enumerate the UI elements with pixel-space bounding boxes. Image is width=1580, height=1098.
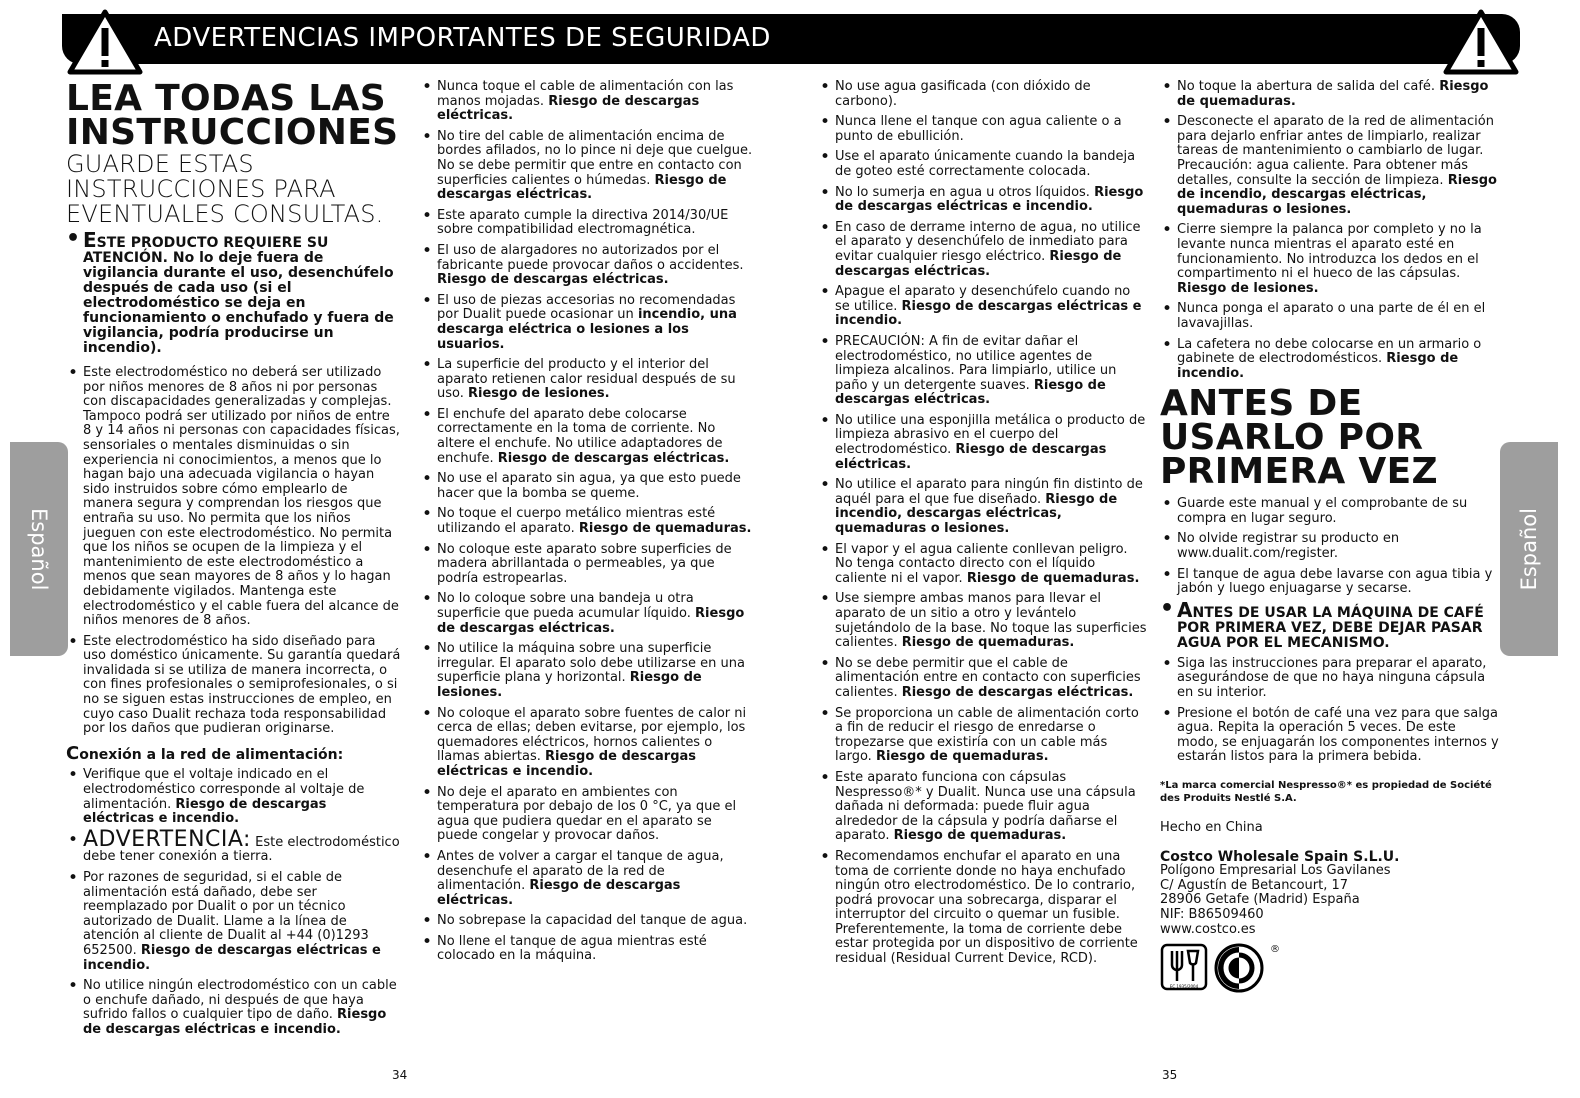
risk-text: Riesgo de descargas eléctricas e incendio. — [83, 1007, 387, 1037]
risk-text: Riesgo de quemaduras. — [875, 749, 1049, 765]
list-item — [1160, 115, 1500, 217]
page-subtitle: GUARDE ESTAS INSTRUCCIONES PARA EVENTUALES CONSULTAS. — [66, 150, 384, 228]
item-text: Use el aparato únicamente cuando la bandeja de goteo esté correctamente colocada. — [835, 149, 1136, 179]
item-text: No toque el cuerpo metálico mientras esté utilizando el aparato. — [437, 506, 716, 537]
connection-list — [66, 768, 401, 1037]
list-item — [420, 80, 755, 124]
section-heading — [66, 742, 401, 764]
list-item — [420, 592, 755, 636]
item-text: El tanque de agua debe lavarse con agua tibia y jabón y luego enjuagarse y secarse. — [1177, 566, 1493, 597]
risk-text: Riesgo de lesiones. — [468, 386, 610, 402]
heading-initial: C — [66, 742, 80, 764]
risk-text: Riesgo de descargas eléctricas. — [437, 93, 700, 124]
item-text: Este aparato cumple la directiva 2014/30/UE sobre compatibilidad electromagnética. — [437, 207, 729, 238]
list-item — [818, 115, 1148, 144]
list-item — [66, 366, 401, 629]
first-use-list — [1160, 497, 1500, 597]
item-text: No toque la abertura de salida del café. — [1177, 79, 1436, 94]
list-item — [420, 935, 755, 964]
list-item — [420, 209, 755, 238]
item-text: Guarde este manual y el comprobante de su compra en lugar seguro. — [1177, 496, 1468, 526]
address-line: www.costco.es — [1160, 921, 1256, 937]
risk-text: Riesgo de quemaduras. — [1177, 79, 1489, 109]
attention-callout — [66, 228, 401, 356]
page-number-right: 35 — [1162, 1068, 1178, 1082]
risk-text: Riesgo de descargas eléctricas. — [835, 248, 1122, 279]
section-title: ANTES DE USARLO POR PRIMERA VEZ — [1160, 383, 1438, 493]
list-item — [818, 150, 1148, 179]
list-item — [66, 768, 401, 826]
item-text: El uso de piezas accesorias no recomendadas por Dualit puede ocasionar un — [437, 292, 736, 323]
warnings-list — [818, 80, 1148, 967]
list-item — [1160, 532, 1500, 561]
risk-text: Riesgo de incendio, descargas eléctricas, quemaduras o lesiones. — [835, 491, 1118, 537]
list-item — [818, 657, 1148, 701]
risk-text: Riesgo de descargas eléctricas. — [437, 272, 669, 288]
item-text: Este aparato funciona con cápsulas Nespresso®* y Dualit. Nunca use una cápsula dañada ni deformada: puede fluir agua alrededor de la cápsula y podría dañarse el aparato. — [835, 769, 1136, 844]
list-item — [420, 130, 755, 203]
list-item — [420, 244, 755, 288]
food-contact-icon — [1160, 943, 1208, 991]
callout-text: NTES DE USAR LA MÁQUINA DE CAFÉ POR PRIMERA VEZ, DEBE DEJAR PASAR AGUA POR EL MECANISMO. — [1177, 604, 1484, 651]
list-item — [420, 707, 755, 780]
risk-text: Riesgo de descargas eléctricas e incendio. — [83, 796, 327, 827]
item-text: En caso de derrame interno de agua, no utilice el aparato y desenchúfelo de inmediato para evitar cualquier riesgo eléctrico. — [835, 219, 1141, 264]
risk-text: Riesgo de descargas eléctricas. — [497, 450, 730, 466]
item-text: Este electrodoméstico no deberá ser utilizado por niños menores de 8 años ni por personas con discapacidades generalizadas y complejas. Tampoco podrá ser utilizado por niños de entre 8 y 14 años ni personas con capacidades físicas, sensoriales o mentales disminuidas o sin experiencia ni conocimientos, a menos que lo hagan bajo una adecuada vigilancia o hayan sido instruidos sobre cómo emplearlo de manera segura y comprendan los riesgos que entraña su uso. No permita que los niños jueguen con este electrodoméstico. No permita que los niños se ocupen de la limpieza y el mantenimiento de este electrodoméstico a menos que sean mayores de 8 años y lo hagan debidamente vigilados. Mantenga este electrodoméstico y el cable fuera del alcance de niños menores de 8 años. — [83, 365, 400, 629]
item-text: No olvide registrar su producto en www.dualit.com/register. — [1177, 531, 1400, 562]
item-text: No utilice ningún electrodoméstico con un cable o enchufe dañado, ni después de que haya sufrido fallos o cualquier tipo de daño. — [83, 978, 397, 1023]
item-text: No use el aparato sin agua, ya que esto puede hacer que la bomba se queme. — [437, 471, 741, 501]
language-tab-label: Español — [1517, 507, 1541, 591]
address-line: C/ Agustín de Betancourt, 17 — [1160, 877, 1349, 893]
risk-text: Riesgo de descargas eléctricas e incendio. — [437, 749, 697, 779]
list-item — [420, 408, 755, 466]
steps-list — [1160, 657, 1500, 765]
item-text: No utilice el aparato para ningún fin distinto de aquél para el que fue diseñado. — [835, 477, 1143, 507]
address-line: Polígono Empresarial Los Gavilanes — [1160, 863, 1391, 879]
item-text: No deje el aparato en ambientes con temperatura por debajo de los 0 °C, ya que el agua que pudiera quedar en el aparato se puede congelar y provocar daños. — [437, 784, 737, 844]
banner-title: ADVERTENCIAS IMPORTANTES DE SEGURIDAD — [154, 23, 771, 53]
list-item — [818, 285, 1148, 329]
item-text: No lo coloque sobre una bandeja u otra superficie que pueda acumular líquido. — [437, 591, 694, 621]
list-item — [818, 771, 1148, 844]
list-item — [818, 707, 1148, 765]
risk-text: Riesgo de descargas eléctricas. — [835, 442, 1107, 472]
recycling-green-dot-icon — [1214, 943, 1264, 993]
item-text: electrodoméstico debe tener conexión a tierra. — [83, 834, 400, 865]
list-item — [420, 507, 755, 536]
item-text: Este electrodoméstico ha sido diseñado para uso doméstico únicamente. Su garantía quedará invalidada si se utiliza de manera incorrecta, o con fines profesionales o semiprofesionales, o si no se siguen estas instrucciones de empleo, en cuyo caso Dualit rechaza toda responsabilidad por los daños que pudieran originarse. — [83, 633, 401, 737]
registered-mark: ® — [1270, 944, 1280, 956]
item-text: Desconecte el aparato de la red de alimentación para dejarlo enfriar antes de limpiarlo, realizar tareas de mantenimiento o cambiarlo de lugar. Precaución: agua caliente. Para obtener más detalles, consulte la sección de limpieza. — [1177, 114, 1494, 188]
item-text: El uso de alargadores no autorizados por el fabricante puede provocar daños o accidentes. — [437, 242, 744, 273]
list-item — [420, 914, 755, 929]
heading-text: onexión a la red de alimentación: — [79, 746, 344, 763]
first-use-callout — [1160, 597, 1500, 651]
risk-text: Riesgo de lesiones. — [437, 670, 702, 700]
item-text: No lo sumerja en agua u otros líquidos. — [835, 184, 1090, 200]
importer-address — [1160, 850, 1500, 938]
callout-text: STE PRODUCTO REQUIERE SU ATENCIÓN. No lo deje fuera de vigilancia durante el uso, desenchúfelo después de cada uso (si el electrodoméstico se deja en funcionamiento o enchufado y fuera de vigilancia, podría producirse un incendio). — [83, 235, 394, 356]
item-text: La superficie del producto y el interior del aparato retienen calor residual después de su uso. — [437, 357, 736, 402]
warnings-list — [1160, 80, 1500, 381]
callout-initial: E — [83, 228, 97, 252]
list-item — [818, 335, 1148, 408]
item-text: No coloque el aparato sobre fuentes de calor ni cerca de ellas; deben evitarse, por ejemplo, los quemadores eléctricos, hornos calientes o llamas abiertas. — [437, 705, 747, 765]
item-text: La cafetera no debe colocarse en un armario o gabinete de electrodomésticos. — [1177, 336, 1482, 367]
item-text: No sobrepase la capacidad del tanque de agua. — [437, 913, 748, 929]
list-item — [66, 635, 401, 737]
list-item — [420, 543, 755, 587]
list-item — [818, 414, 1148, 472]
warnings-list — [66, 366, 401, 737]
item-text: El enchufe del aparato debe colocarse correctamente en la toma de corriente. No altere el enchufe. No utilice adaptadores de enchufe. — [437, 406, 723, 466]
list-item — [818, 478, 1148, 536]
company-name: Costco Wholesale Spain S.L.U. — [1160, 848, 1400, 865]
risk-text: Riesgo de descargas eléctricas. — [437, 878, 681, 908]
item-text: Cierre siempre la palanca por completo y no la levante nunca mientras el aparato esté en funcionamiento. No introduzca los dedos en el compartimento ni el hueco de las cápsulas. — [1177, 222, 1482, 282]
ec-label: EC 1935/2004 — [1169, 984, 1199, 990]
risk-text: Riesgo de descargas eléctricas e incendio. — [835, 298, 1142, 329]
list-item — [818, 592, 1148, 650]
item-text: Verifique que el voltaje indicado en el electrodoméstico corresponde al voltaje de alimentación. — [83, 767, 365, 812]
list-item — [420, 850, 755, 908]
item-text: El vapor y el agua caliente conllevan peligro. No tenga contacto directo con el líquido caliente ni el vapor. — [835, 541, 1128, 586]
warnings-list — [420, 80, 755, 964]
list-item — [818, 543, 1148, 587]
language-tab — [10, 442, 68, 656]
warning-triangle-icon — [1442, 8, 1520, 76]
list-item — [66, 826, 401, 865]
item-text: No use agua gasificada (con dióxido de carbono). — [835, 79, 1091, 109]
made-in: Hecho en China — [1160, 820, 1263, 835]
trademark-note: *La marca comercial Nespresso®* es propiedad de Société des Produits Nestlé S.A. — [1160, 780, 1492, 804]
item-text: Nunca toque el cable de alimentación con las manos mojadas. — [437, 79, 734, 109]
list-item — [1160, 302, 1500, 331]
list-item — [420, 358, 755, 402]
risk-text: Riesgo de lesiones. — [1177, 280, 1319, 296]
risk-text: Riesgo de quemaduras. — [893, 828, 1067, 844]
item-text: Antes de volver a cargar el tanque de agua, desenchufe el aparato de la red de alimentación. — [437, 848, 724, 894]
item-text: Por razones de seguridad, si el cable de alimentación está dañado, debe ser reemplazado por Dualit o por un técnico autorizado de Dualit. Llame a la línea de atención al cliente de Dualit al +44 (0)1293 652500. — [83, 870, 369, 958]
item-text: PRECAUCIÓN: A fin de evitar dañar el electrodoméstico, no utilice agentes de limpieza alcalinos. Para limpiarlo, utilice un paño y un detergente suaves. — [835, 333, 1117, 393]
page-title: LEA TODAS LAS INSTRUCCIONES — [66, 78, 399, 153]
warning-word: ADVERTENCIA: — [83, 826, 251, 852]
risk-text: Riesgo de descargas eléctricas. — [901, 684, 1134, 700]
risk-text: Riesgo de quemaduras. — [966, 570, 1140, 586]
item-text: No tire del cable de alimentación encima de bordes afilados, no lo pince ni deje que cuelgue. No se debe permitir que entre en contacto con superficies calientes o húmedas. — [437, 128, 753, 188]
list-item — [1160, 657, 1500, 701]
item-text: No utilice una esponjilla metálica o producto de limpieza abrasivo en el cuerpo del electrodoméstico. — [835, 412, 1146, 458]
risk-text: Riesgo de quemaduras. — [578, 521, 752, 537]
list-item — [420, 472, 755, 501]
risk-text: Riesgo de descargas eléctricas e incendio. — [835, 184, 1144, 215]
list-item — [1160, 223, 1500, 296]
list-item — [818, 80, 1148, 109]
item-text: Nunca llene el tanque con agua caliente o a punto de ebullición. — [835, 114, 1122, 144]
column-1 — [66, 80, 401, 1044]
list-item — [818, 186, 1148, 215]
item-text: Apague el aparato y desenchúfelo cuando no se utilice. — [835, 284, 1131, 314]
item-text: No se debe permitir que el cable de alimentación entre en contacto con superficies calientes. — [835, 655, 1141, 700]
language-tab — [1500, 442, 1558, 656]
callout-initial: A — [1177, 597, 1193, 622]
list-item — [66, 871, 401, 973]
item-text: No coloque este aparato sobre superficies de madera abrillantada o permeables, ya que podría estropearlas. — [437, 541, 732, 586]
risk-text: Riesgo de incendio, descargas eléctricas, quemaduras o lesiones. — [1177, 172, 1497, 217]
column-2 — [420, 80, 755, 970]
list-item — [66, 979, 401, 1037]
column-4 — [1160, 80, 1500, 993]
risk-text: incendio, una descarga eléctrica o lesiones a los usuarios. — [437, 307, 737, 352]
risk-text: Riesgo de descargas eléctricas. — [437, 172, 727, 203]
item-text: Use siempre ambas manos para llevar el aparato de un sitio a otro y levántelo sujetándolo de la base. No toque las superficies calientes. — [835, 591, 1147, 651]
address-line: NIF: B86509460 — [1160, 906, 1264, 922]
risk-text: Riesgo de descargas eléctricas. — [437, 606, 745, 636]
item-text: Este — [255, 834, 284, 850]
item-text: Siga las instrucciones para preparar el aparato, asegurándose de que no haya ninguna cápsula en su interior. — [1177, 655, 1487, 701]
list-item — [1160, 497, 1500, 526]
list-item — [1160, 707, 1500, 765]
item-text: No llene el tanque de agua mientras esté colocado en la máquina. — [437, 933, 707, 964]
item-text: Se proporciona un cable de alimentación corto a fin de reducir el riesgo de enredarse o tropezarse que existiría con un cable más largo. — [835, 705, 1139, 765]
item-text: Recomendamos enchufar el aparato en una toma de corriente donde no haya enchufado ningún otro electrodoméstico. De lo contrario, podrá provocar una sobrecarga, disparar el interruptor del circuito o quemar un fusible. Preferentemente, la toma de corriente debe estar protegida por un dispositivo de corriente residual (Residual Current Device, RCD). — [835, 848, 1138, 967]
risk-text: Riesgo de descargas eléctricas. — [835, 377, 1106, 408]
risk-text: Riesgo de incendio. — [1177, 351, 1459, 381]
list-item — [420, 294, 755, 352]
warning-triangle-icon — [66, 8, 144, 76]
list-item — [1160, 568, 1500, 597]
column-3 — [818, 80, 1148, 973]
list-item — [1160, 80, 1500, 109]
item-text: Presione el botón de café una vez para que salga agua. Repita la operación 5 veces. De este modo, se enjuagarán los componentes internos y estarán listos para la primera bebida. — [1177, 705, 1499, 765]
risk-text: Riesgo de quemaduras. — [901, 635, 1075, 651]
list-item — [420, 786, 755, 844]
address-line: 28906 Getafe (Madrid) España — [1160, 892, 1360, 908]
risk-text: Riesgo de descargas eléctricas e incendio. — [83, 942, 381, 973]
item-text: Nunca ponga el aparato o una parte de él en el lavavajillas. — [1177, 301, 1486, 331]
list-item — [818, 850, 1148, 967]
list-item — [818, 221, 1148, 279]
language-tab-label: Español — [27, 507, 51, 591]
list-item — [1160, 338, 1500, 382]
list-item — [420, 642, 755, 700]
certification-logos — [1160, 943, 1500, 993]
page-number-left: 34 — [392, 1068, 408, 1082]
item-text: No utilice la máquina sobre una superficie irregular. El aparato solo debe utilizarse en una superficie plana y horizontal. — [437, 641, 745, 686]
